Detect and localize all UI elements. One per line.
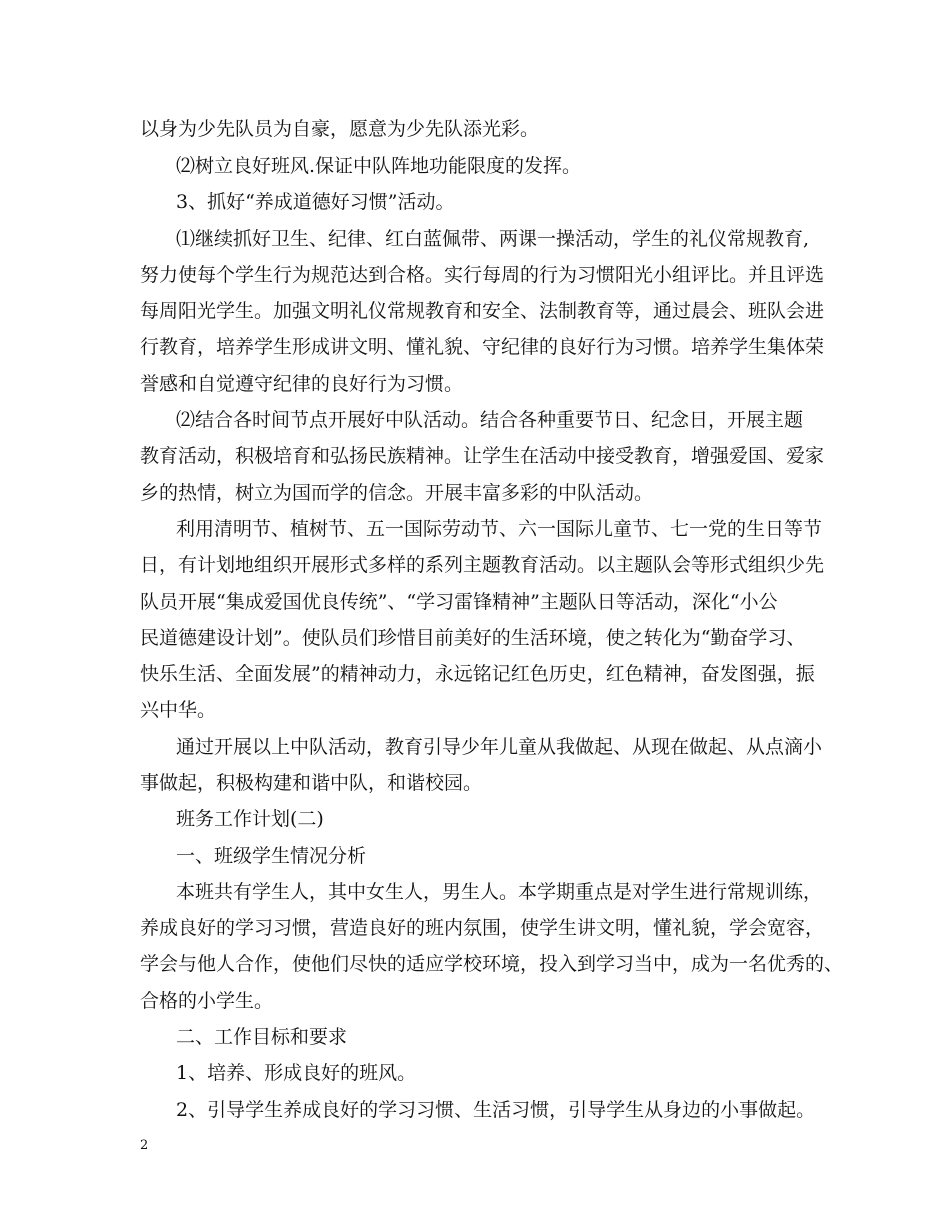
text-line-6: 每周阳光学生。加强文明礼仪常规教育和安全、法制教育等，通过晨会、班队会进: [140, 300, 825, 322]
text-line-10: 教育活动，积极培育和弘扬民族精神。让学生在活动中接受教育，增强爱国、爱家: [140, 445, 825, 467]
text-line-17: 兴中华。: [140, 699, 217, 721]
text-line-13: 日，有计划地组织开展形式多样的系列主题教育活动。以主题队会等形式组织少先: [140, 554, 825, 576]
text-line-25: 合格的小学生。: [140, 990, 274, 1012]
section-heading-goals: 二、工作目标和要求: [176, 1026, 348, 1048]
page-number: 2: [140, 1138, 149, 1153]
text-line-2: ⑵树立良好班风.保证中队阵地功能限度的发挥。: [176, 155, 582, 177]
list-item-goal-2: 2、引导学生养成良好的学习习惯、生活习惯，引导学生从身边的小事做起。: [176, 1099, 816, 1121]
text-line-22: 本班共有学生人，其中女生人，男生人。本学期重点是对学生进行常规训练，: [176, 881, 823, 903]
text-line-12: 利用清明节、植树节、五一国际劳动节、六一国际儿童节、七一党的生日等节: [176, 518, 823, 540]
text-line-9: ⑵结合各时间节点开展好中队活动。结合各种重要节日、纪念日，开展主题: [176, 409, 804, 431]
text-line-18: 通过开展以上中队活动，教育引导少年儿童从我做起、从现在做起、从点滴小: [176, 736, 823, 758]
text-line-5: 努力使每个学生行为规范达到合格。实行每周的行为习惯阳光小组评比。并且评选: [140, 264, 825, 286]
list-item-goal-1: 1、培养、形成良好的班风。: [176, 1062, 417, 1084]
text-line-23: 养成良好的学习习惯，营造良好的班内氛围，使学生讲文明，懂礼貌，学会宽容，: [140, 917, 825, 939]
text-line-11: 乡的热情，树立为国而学的信念。开展丰富多彩的中队活动。: [140, 482, 654, 504]
text-line-8: 誉感和自觉遵守纪律的良好行为习惯。: [140, 373, 464, 395]
text-line-19: 事做起，积极构建和谐中队，和谐校园。: [140, 772, 483, 794]
text-line-24: 学会与他人合作，使他们尽快的适应学校环境，投入到学习当中，成为一名优秀的、: [140, 953, 844, 975]
text-line-16: 快乐生活、全面发展”的精神动力，永远铭记红色历史，红色精神，奋发图强，振: [140, 663, 815, 685]
text-line-15: 民道德建设计划”。使队员们珍惜目前美好的生活环境，使之转化为“勤奋学习、: [140, 627, 806, 649]
text-line-4: ⑴继续抓好卫生、纪律、红白蓝佩带、两课一操活动，学生的礼仪常规教育,: [176, 228, 810, 250]
text-line-7: 行教育，培养学生形成讲文明、懂礼貌、守纪律的良好行为习惯。培养学生集体荣: [140, 336, 825, 358]
text-line-3: 3、抓好“养成道德好习惯”活动。: [176, 191, 455, 213]
section-heading-student-analysis: 一、班级学生情况分析: [176, 845, 367, 867]
text-line-14: 队员开展“集成爱国优良传统”、“学习雷锋精神”主题队日等活动，深化“小公: [140, 591, 778, 613]
text-line-1: 以身为少先队员为自豪，愿意为少先队添光彩。: [140, 118, 540, 140]
section-heading-plan-two: 班务工作计划(二): [176, 808, 324, 830]
